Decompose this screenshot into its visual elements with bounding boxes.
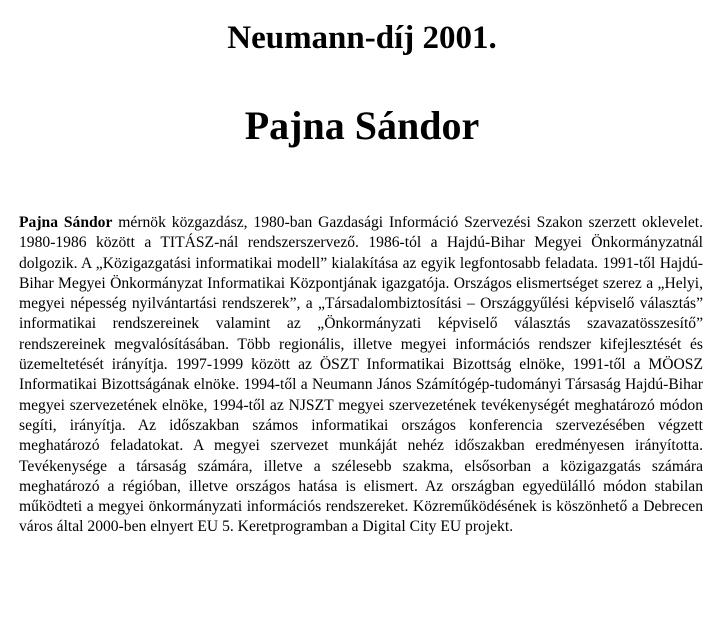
person-name-heading: Pajna Sándor [244,103,480,148]
biography-text: mérnök közgazdász, 1980-ban Gazdasági Információ Szervezési Szakon szerzett oklevelet. 1980-1986 között a TITÁSZ-nál rendszerszervező. 1986-tól a Hajdú-Bihar Megyei Önkormányzatnál dolgozik. A „Közigazgatási informatikai modell” kialakítása az egyik legfontosabb feladata. 1991-től Hajdú-Bihar Megyei Önkormányzat Informatikai Központjának igazgatója. Országos elismertséget szerez a „Helyi, megyei népesség nyilvántartási rendszerek”, a „Társadalombiztosítási – Országgyűlési képviselő választás” informatikai rendszereinek valamint az „Önkormányzati képviselő választás szavazatösszesítő” rendszereinek megvalósításában. Több regionális, illetve megyei információs rendszer kifejlesztését és üzemeltetését irányítja. 1997-1999 között az ÖSZT Informatikai Bizottság elnöke, 1991-től a MÖOSZ Informatikai Bizottságának elnöke. 1994-től a Neumann János Számítógép-tudományi Társaság Hajdú-Bihar megyei szervezetének elnöke, 1994-től az NJSZT megyei szervezetének tevékenységét meghatározó módon segíti, irányítja. Az időszakban számos informatikai országos konferencia szervezésében végzett meghatározó feladatokat. A megyei szervezet munkáját nehéz időszakban eredményesen irányította. Tevékenysége a társaság számára, illetve a szélesebb szakma, elsősorban a közigazgatás számára meghatározó a régióban, illetve országos hatása is elismert. Az országban egyedülálló módon stabilan működteti a megyei önkormányzati információs rendszereket. Közreműködésének is köszönhető a Debrecen város által 2000-ben elnyert EU 5. Keretprogramban a Digital City EU projekt. [19,214,703,536]
biography-name: Pajna Sándor [19,214,113,231]
award-title: Neumann-díj 2001. [227,20,497,56]
biography-paragraph [19,213,703,538]
